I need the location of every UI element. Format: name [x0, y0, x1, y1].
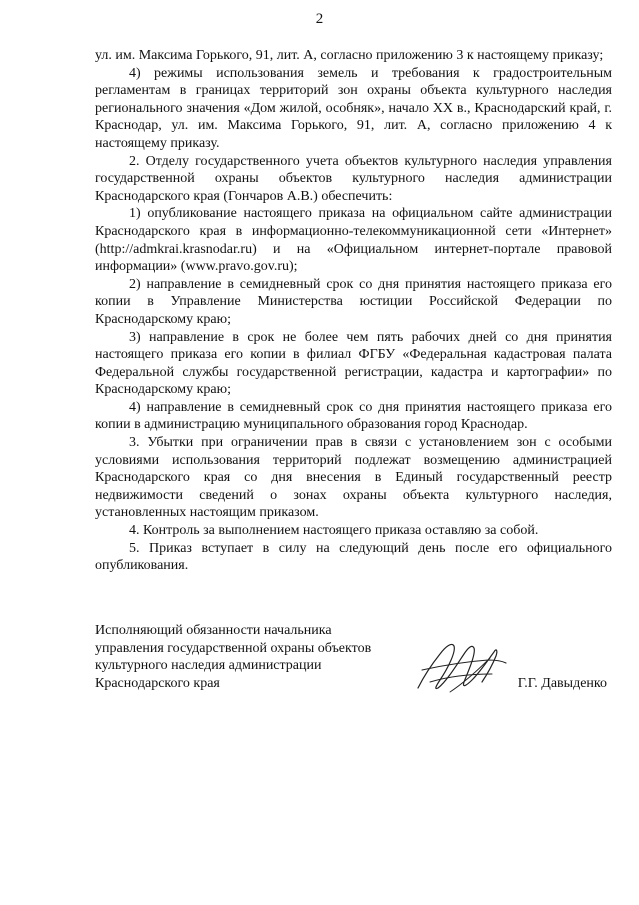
signatory-title-line: управления государственной охраны объектов	[95, 640, 372, 656]
signatory-title-line: Краснодарского края	[95, 675, 220, 691]
signatory-title-line: Исполняющий обязанности начальника	[95, 623, 332, 638]
paragraph-clause-3: 3. Убытки при ограничении прав в связи с установлением зон с особыми условиями использования территорий подлежат возмещению администрацией Краснодарского края со дня внесения в Единый государственный реестр недвижимости сведений о зонах охраны объекта культурного наследия, установленных настоящим приказом.	[95, 435, 612, 521]
paragraph-subitem-3-cadastral: 3) направление в срок не более чем пять рабочих дней со дня принятия настоящего приказа его копии в филиал ФГБУ «Федеральная кадастровая палата Федеральной службы государственной регистрации, кадастра и картографии» по Краснодарскому краю;	[95, 329, 612, 398]
handwritten-signature	[410, 630, 510, 700]
paragraph-clause-2: 2. Отделу государственного учета объектов культурного наследия управления государственной охраны объектов культурного наследия администрации Краснодарского края (Гончаров А.В.) обеспечить:	[95, 153, 612, 204]
signature-block	[95, 622, 615, 702]
page-number: 2	[315, 11, 324, 27]
paragraph-item-4-regimes: 4) режимы использования земель и требования к градостроительным регламентам в границах территорий зон охраны объекта культурного наследия регионального значения «Дом жилой, особняк», начало ХХ в., Краснодарский край, г. Краснодар, ул. им. Максима Горького, 91, лит. А, согласно приложению 4 к настоящему приказу.	[95, 65, 612, 151]
paragraph-clause-4: 4. Контроль за выполнением настоящего приказа оставляю за собой.	[129, 523, 539, 539]
paragraph-subitem-1-publication: 1) опубликование настоящего приказа на официальном сайте администрации Краснодарского края в информационно-телекоммуникационной сети «Интернет» (http://admkrai.krasnodar.ru) и на «Официальном интернет-портале правовой информации» (www.pravo.gov.ru);	[95, 206, 612, 275]
paragraph-clause-5: 5. Приказ вступает в силу на следующий день после его официального опубликования.	[95, 540, 612, 574]
paragraph-subitem-2-ministry: 2) направление в семидневный срок со дня принятия настоящего приказа его копии в Управление Министерства юстиции Российской Федерации по Краснодарскому краю;	[95, 276, 612, 327]
signatory-name: Г.Г. Давыденко	[517, 676, 607, 691]
signatory-title-line: культурного наследия администрации	[95, 658, 322, 674]
signatory-title	[95, 622, 415, 692]
paragraph-subitem-4-municipality: 4) направление в семидневный срок со дня принятия настоящего приказа его копии в администрацию муниципального образования город Краснодар.	[95, 399, 612, 433]
document-body	[95, 47, 612, 575]
paragraph-continuation: ул. им. Максима Горького, 91, лит. А, согласно приложению 3 к настоящему приказу;	[95, 48, 604, 63]
